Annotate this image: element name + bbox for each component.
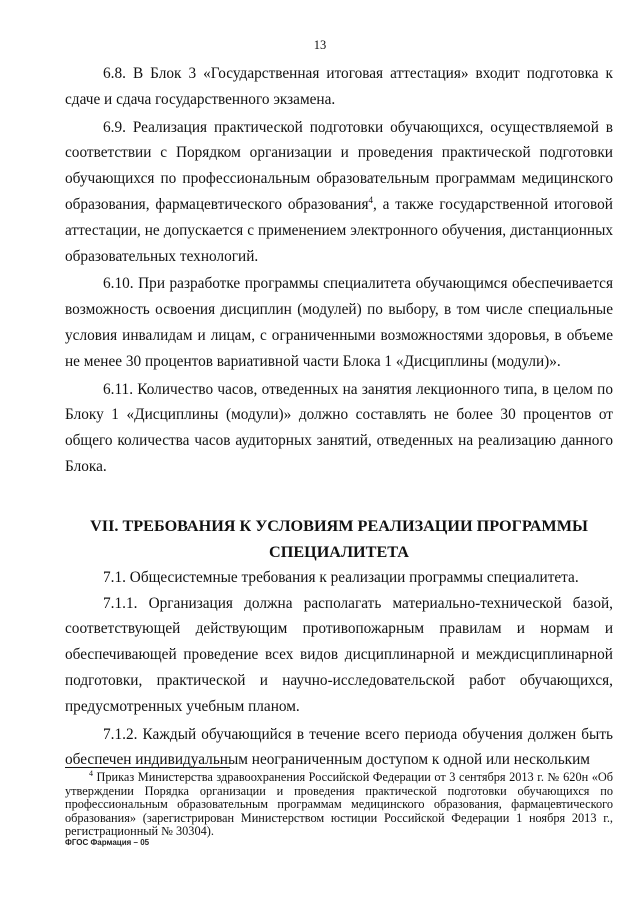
paragraph-6-11: 6.11. Количество часов, отведенных на занятия лекционного типа, в целом по Блоку 1 «Дисциплины (модули)» должно составлять не более 30 процентов от общего количества часов аудиторных занятий, отведенных на реализацию данного Блока. <box>65 380 613 475</box>
section-heading-line-1: VII. ТРЕБОВАНИЯ К УСЛОВИЯМ РЕАЛИЗАЦИИ ПРОГРАММЫ <box>90 516 588 535</box>
paragraph-6-9-text-start: 6.9. Реализация практической подготовки обучающихся, осуществляемой в соответствии с Порядком организации и проведения практической подготовки обучающихся по профессиональным образовательным программам медицинского образования, фармацевтического образования <box>65 118 613 213</box>
paragraph-6-9-text-end: , а также государственной итоговой аттестации, не допускается с применением электронного обучения, дистанционных образовательных технологий. <box>65 195 613 265</box>
document-code: ФГОС Фармация – 05 <box>65 838 150 847</box>
paragraph-7-1: 7.1. Общесистемные требования к реализации программы специалитета. <box>103 568 579 586</box>
paragraph-6-10: 6.10. При разработке программы специалитета обучающимся обеспечивается возможность освоения дисциплин (модулей) по выбору, в том числе специальные условия инвалидам и лицам, с ограниченными возможностями здоровья, в объеме не менее 30 процентов вариативной части Блока 1 «Дисциплины (модули)». <box>65 275 613 370</box>
footnote-reference: 4 <box>368 194 374 205</box>
footnote <box>65 768 613 839</box>
page-number: 13 <box>313 38 327 52</box>
footnote-mark: 4 <box>89 768 93 778</box>
paragraph-7-1-2: 7.1.2. Каждый обучающийся в течение всего периода обучения должен быть обеспечен индивидуальным неограниченным доступом к одной или нескольким <box>65 725 613 769</box>
paragraph-6-9 <box>65 115 613 270</box>
section-heading-line-2: СПЕЦИАЛИТЕТА <box>269 542 409 561</box>
paragraph-6-8: 6.8. В Блок 3 «Государственная итоговая аттестация» входит подготовка к сдаче и сдача государственного экзамена. <box>65 65 613 108</box>
footnote-text: Приказ Министерства здравоохранения Российской Федерации от 3 сентября 2013 г. № 620н «Об утверждении Порядка организации и проведения практической подготовки обучающихся по профессиональным образовательным программам медицинского образования, фармацевтического образования» (зарегистрирован Министерством юстиции Российской Федерации 1 ноября 2013 г., регистрационный № 30304). <box>65 770 613 839</box>
paragraph-7-1-1: 7.1.1. Организация должна располагать материально-технической базой, соответствующей действующим противопожарным правилам и нормам и обеспечивающей проведение всех видов дисциплинарной и междисциплинарной подготовки, практической и научно-исследовательской работ обучающихся, предусмотренных учебным планом. <box>65 594 613 715</box>
section-heading <box>65 513 613 565</box>
document-body <box>65 61 613 773</box>
footnote-divider <box>65 767 230 768</box>
